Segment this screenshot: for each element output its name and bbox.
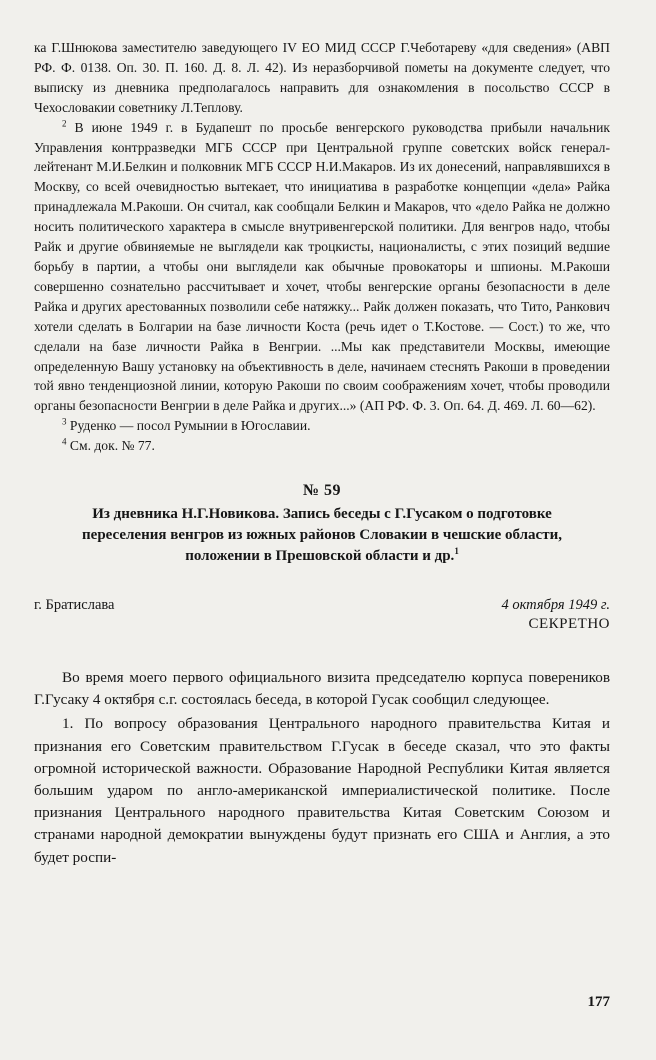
document-date: 4 октября 1949 г. (501, 597, 610, 614)
footnote-2-marker: 2 (62, 118, 67, 129)
document-title-text: Из дневника Н.Г.Новикова. Запись беседы с Г.Гусаком о подготовке переселения венгров из южных районов Словакии в чешские области, положении в Прешовской области и др. (82, 506, 562, 565)
document-title (54, 504, 590, 567)
footnote-3-marker: 3 (62, 416, 67, 427)
place-date-row (34, 597, 610, 614)
footnote-1-continued: ка Г.Шнюкова заместителю заведующего IV ЕО МИД СССР Г.Чеботареву «для сведения» (АВП РФ. Ф. 0138. Оп. 30. П. 160. Д. 8. Л. 42). Из неразборчивой пометы на документе следует, что выписку из дневника предполагалось направить для ознакомления в посольство СССР в Чехословакии советнику Л.Теплову. (34, 40, 610, 115)
page-number: 177 (587, 994, 610, 1010)
footnote-4-marker: 4 (62, 436, 67, 447)
footnote-3-text: Руденко — посол Румынии в Югославии. (69, 418, 311, 434)
page-content (34, 38, 610, 869)
footnote-3 (34, 416, 610, 436)
body-paragraph-1: Во время моего первого официального визита председателю корпуса повереников Г.Гусаку 4 октября с.г. состоялась беседа, в которой Гусак сообщил следующее. (34, 669, 610, 709)
footnote-2 (34, 118, 610, 417)
document-place: г. Братислава (34, 597, 115, 614)
title-footnote-marker: 1 (454, 546, 459, 557)
body-paragraph-2: 1. По вопросу образования Центрального народного правительства Китая и признания его Советским правительством Г.Гусак в беседе сказал, что это факты огромной исторической важности. Образование Народной Республики Китая является большим ударом по англо-американской империалистической политике. После признания Центрального народного правительства Китая Советским Союзом и странами народной демократии вынуждены будут признать его США и Англия, а это будет роспи- (34, 715, 610, 866)
classification-stamp: СЕКРЕТНО (528, 616, 610, 633)
document-number: № 59 (302, 482, 342, 500)
footnote-2-text: В июне 1949 г. в Будапешт по просьбе венгерского руководства прибыли начальник Управления контрразведки МГБ СССР при Центральной группе советских войск генерал-лейтенант М.И.Белкин и полковник МГБ СССР Н.И.Макаров. Из их донесений, направлявшихся в Москву, со всей очевидностью вытекает, что инициатива в разработке концепции «дела» Райка принадлежала М.Ракоши. Он считал, как сообщали Белкин и Макаров, что «дело Райка не должно носить политического характера в смысле внутривенгерской политики. Для венгров надо, чтобы Райк и другие обвиняемые не выглядели как троцкисты, националисты, с этих позиций ведшие борьбу в партии, а чтобы они выглядели как обычные провокаторы и шпионы. М.Ракоши совершенно сознательно рассчитывает и хочет, чтобы венгерские органы безопасности в деле Райка и других арестованных позволили себе натяжку... Райк должен показать, что Тито, Ранкович хотели сделать в Болгарии на базе личности Коста (речь идет о Т.Костове. — Сост.) то же, что сделали на базе личности Райка в Венгрии. ...Мы как представители Москвы, имеющие определенную Вашу установку на объективность в деле, начинаем стеснять Ракоши в проведении той явно тенденциозной линии, которую Ракоши по своим соображениям хочет, чтобы проводили органы безопасности Венгрии в деле Райка и других...» (АП РФ. Ф. 3. Оп. 64. Д. 469. Л. 60—62). (34, 119, 610, 414)
footnote-4-text: См. док. № 77. (69, 438, 155, 454)
footnote-4 (34, 436, 610, 456)
